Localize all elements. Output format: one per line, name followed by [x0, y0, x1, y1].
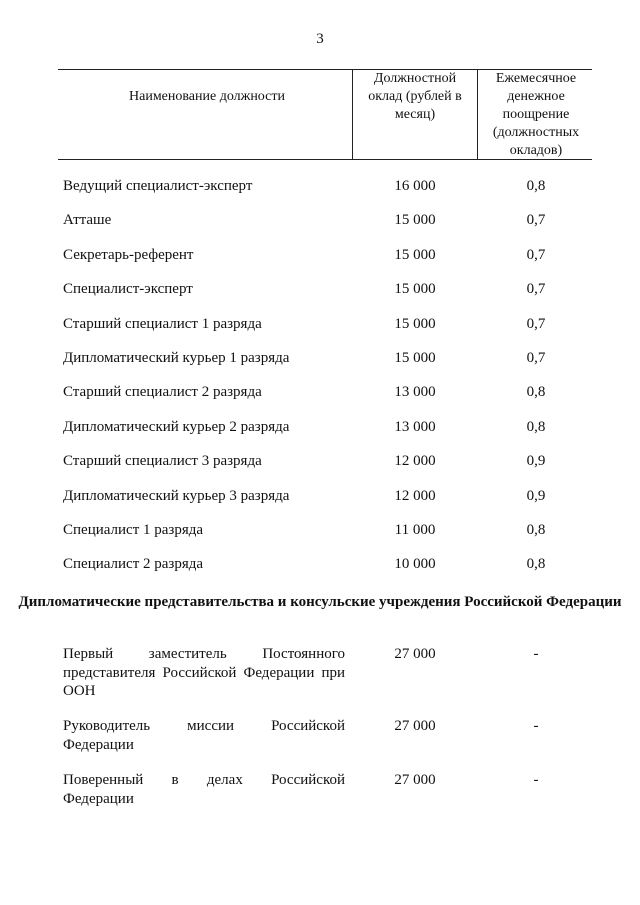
position-name: Специалист 1 разряда	[63, 522, 204, 538]
position-name: Поверенный в делах Российской Федерации	[63, 772, 345, 807]
bonus-value: -	[533, 646, 539, 662]
page-number: 3	[316, 31, 324, 47]
position-name: Старший специалист 2 разряда	[63, 384, 262, 400]
salary-value: 13 000	[394, 384, 436, 400]
salary-value: 27 000	[394, 718, 436, 734]
header-divider-1	[352, 69, 353, 160]
salary-value: 10 000	[394, 556, 436, 572]
position-name: Специалист-эксперт	[63, 281, 193, 297]
bonus-value: -	[533, 772, 539, 788]
bonus-value: 0,8	[526, 384, 546, 400]
position-name: Руководитель миссии Российской Федерации	[63, 718, 345, 753]
table-row	[0, 209, 640, 231]
bonus-value: 0,7	[526, 350, 546, 366]
salary-value: 15 000	[394, 316, 436, 332]
position-name: Дипломатический курьер 1 разряда	[63, 350, 290, 366]
bonus-value: -	[533, 718, 539, 734]
position-name: Секретарь-референт	[63, 247, 194, 263]
bonus-value: 0,7	[526, 316, 546, 332]
table-row	[0, 519, 640, 541]
bonus-value: 0,8	[526, 522, 546, 538]
salary-value: 15 000	[394, 212, 436, 228]
table-row	[0, 381, 640, 403]
bonus-value: 0,7	[526, 212, 546, 228]
bonus-value: 0,8	[526, 419, 546, 435]
position-name: Первый заместитель Постоянного представителя Российской Федерации при ООН	[63, 646, 345, 699]
table-row	[0, 347, 640, 369]
salary-value: 13 000	[394, 419, 436, 435]
bonus-value: 0,7	[526, 247, 546, 263]
salary-value: 16 000	[394, 178, 436, 194]
bonus-value: 0,8	[526, 178, 546, 194]
position-name: Ведущий специалист-эксперт	[63, 178, 253, 194]
bonus-value: 0,7	[526, 281, 546, 297]
bonus-value: 0,9	[526, 488, 546, 504]
salary-value: 12 000	[394, 453, 436, 469]
bonus-value: 0,8	[526, 556, 546, 572]
table-row	[0, 278, 640, 300]
header-monthly-bonus: Ежемесячное денежное поощрение (должностных окладов)	[492, 71, 580, 158]
position-name: Старший специалист 1 разряда	[63, 316, 262, 332]
table-row	[0, 244, 640, 266]
table-row	[0, 553, 640, 575]
position-name: Старший специалист 3 разряда	[63, 453, 262, 469]
position-name: Атташе	[63, 212, 112, 228]
salary-value: 27 000	[394, 646, 436, 662]
salary-value: 15 000	[394, 350, 436, 366]
section-title: Дипломатические представительства и консульские учреждения Российской Федерации	[18, 594, 622, 610]
header-position-name: Наименование должности	[129, 89, 285, 104]
salary-value: 15 000	[394, 281, 436, 297]
header-divider-2	[477, 69, 478, 160]
bonus-value: 0,9	[526, 453, 546, 469]
salary-value: 27 000	[394, 772, 436, 788]
position-name: Специалист 2 разряда	[63, 556, 204, 572]
header-salary: Должностной оклад (рублей в месяц)	[368, 71, 462, 122]
salary-value: 11 000	[394, 522, 436, 538]
position-name: Дипломатический курьер 2 разряда	[63, 419, 290, 435]
salary-value: 15 000	[394, 247, 436, 263]
table-row	[0, 313, 640, 335]
table-row	[0, 416, 640, 438]
salary-value: 12 000	[394, 488, 436, 504]
table-row	[0, 485, 640, 507]
table-row	[0, 175, 640, 197]
table-row	[0, 450, 640, 472]
position-name: Дипломатический курьер 3 разряда	[63, 488, 290, 504]
